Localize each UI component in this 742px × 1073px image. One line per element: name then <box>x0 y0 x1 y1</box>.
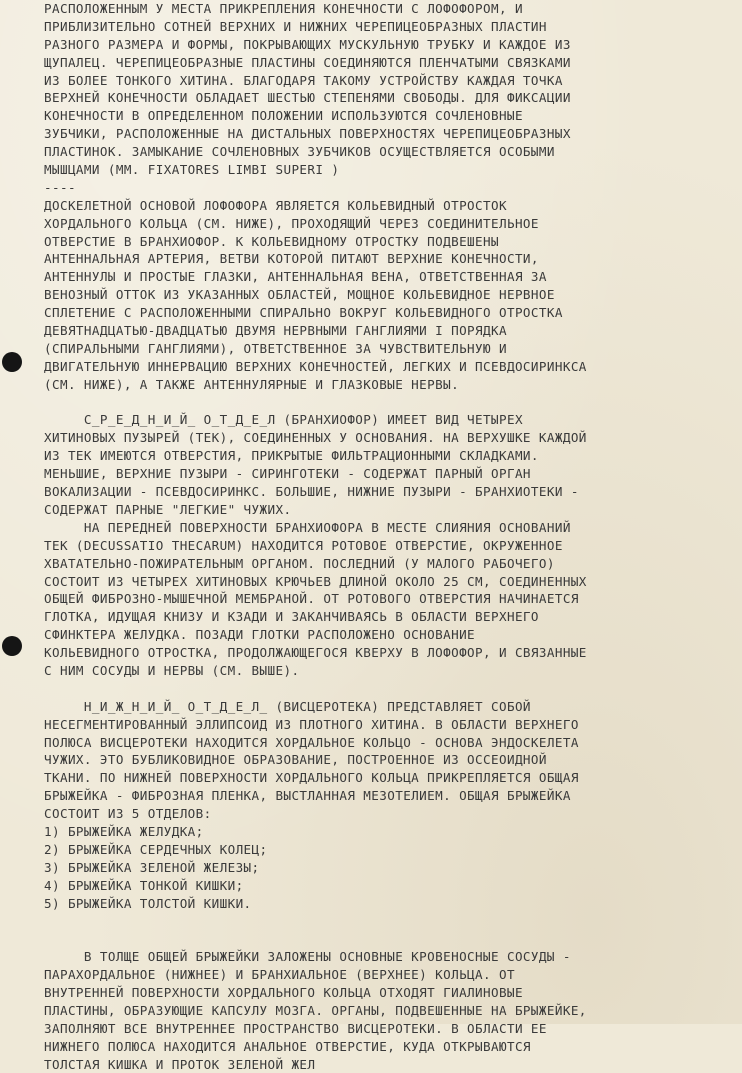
text-line: НА ПЕРЕДНЕЙ ПОВЕРХНОСТИ БРАНХИОФОРА В МЕСТЕ СЛИЯНИЯ ОСНОВАНИЙ <box>44 519 571 535</box>
text-line: ВНУТРЕННЕЙ ПОВЕРХНОСТИ ХОРДАЛЬНОГО КОЛЬЦА ОТХОДЯТ ГИАЛИНОВЫЕ <box>44 984 523 1000</box>
text-line: ВЕРХНЕЙ КОНЕЧНОСТИ ОБЛАДАЕТ ШЕСТЬЮ СТЕПЕНЯМИ СВОБОДЫ. ДЛЯ ФИКСАЦИИ <box>44 90 571 106</box>
text-line: ТОЛСТАЯ КИШКА И ПРОТОК ЗЕЛЕНОЙ ЖЕЛ <box>44 1056 316 1072</box>
blank-line <box>44 912 734 930</box>
text-line: ТЕК (DECUSSATIO THECARUM) НАХОДИТСЯ РОТОВОЕ ОТВЕРСТИЕ, ОКРУЖЕННОЕ <box>44 537 563 553</box>
text-line: ОТВЕРСТИЕ В БРАНХИОФОР. К КОЛЬЕВИДНОМУ ОТРОСТКУ ПОДВЕШЕНЫ <box>44 233 499 249</box>
text-line: ХВАТАТЕЛЬНО-ПОЖИРАТЕЛЬНЫМ ОРГАНОМ. ПОСЛЕДНИЙ (У МАЛОГО РАБОЧЕГО) <box>44 555 555 571</box>
typewritten-text-body <box>44 0 734 1073</box>
text-line: ---- <box>44 179 76 195</box>
text-line: 2) БРЫЖЕЙКА СЕРДЕЧНЫХ КОЛЕЦ; <box>44 841 268 857</box>
text-line: Н_И_Ж_Н_И_Й_ О_Т_Д_Е_Л_ (ВИСЦЕРОТЕКА) ПРЕДСТАВЛЯЕТ СОБОЙ <box>44 698 531 714</box>
text-line: ЗАПОЛНЯЮТ ВСЕ ВНУТРЕННЕЕ ПРОСТРАНСТВО ВИСЦЕРОТЕКИ. В ОБЛАСТИ ЕЕ <box>44 1020 547 1036</box>
text-line: ДЕВЯТНАДЦАТЬЮ-ДВАДЦАТЬЮ ДВУМЯ НЕРВНЫМИ ГАНГЛИЯМИ I ПОРЯДКА <box>44 323 507 339</box>
text-line: СОСТОИТ ИЗ ЧЕТЫРЕХ ХИТИНОВЫХ КРЮЧЬЕВ ДЛИНОЙ ОКОЛО 25 СМ, СОЕДИНЕННЫХ <box>44 573 587 589</box>
text-line: АНТЕННАЛЬНАЯ АРТЕРИЯ, ВЕТВИ КОТОРОЙ ПИТАЮТ ВЕРХНИЕ КОНЕЧНОСТИ, <box>44 251 539 267</box>
text-line: ТКАНИ. ПО НИЖНЕЙ ПОВЕРХНОСТИ ХОРДАЛЬНОГО КОЛЬЦА ПРИКРЕПЛЯЕТСЯ ОБЩАЯ <box>44 770 579 786</box>
text-line: ОБЩЕЙ ФИБРОЗНО-МЫШЕЧНОЙ МЕМБРАНОЙ. ОТ РОТОВОГО ОТВЕРСТИЯ НАЧИНАЕТСЯ <box>44 591 579 607</box>
text-line: ПРИБЛИЗИТЕЛЬНО СОТНЕЙ ВЕРХНИХ И НИЖНИХ ЧЕРЕПИЦЕОБРАЗНЫХ ПЛАСТИН <box>44 18 547 34</box>
text-line: СПЛЕТЕНИЕ С РАСПОЛОЖЕННЫМИ СПИРАЛЬНО ВОКРУГ КОЛЬЕВИДНОГО ОТРОСТКА <box>44 305 563 321</box>
text-line: МЫШЦАМИ (MM. FIXATORES LIMBI SUPERI ) <box>44 162 340 178</box>
text-line: ВЕНОЗНЫЙ ОТТОК ИЗ УКАЗАННЫХ ОБЛАСТЕЙ, МОЩНОЕ КОЛЬЕВИДНОЕ НЕРВНОЕ <box>44 287 555 303</box>
text-line: АНТЕННУЛЫ И ПРОСТЫЕ ГЛАЗКИ, АНТЕННАЛЬНАЯ ВЕНА, ОТВЕТСТВЕННАЯ ЗА <box>44 269 547 285</box>
text-line: КОЛЬЕВИДНОГО ОТРОСТКА, ПРОДОЛЖАЮЩЕГОСЯ КВЕРХУ В ЛОФОФОР, И СВЯЗАННЫЕ <box>44 645 587 661</box>
text-line: (СПИРАЛЬНЫМИ ГАНГЛИЯМИ), ОТВЕТСТВЕННОЕ ЗА ЧУВСТВИТЕЛЬНУЮ И <box>44 340 507 356</box>
text-line: (СМ. НИЖЕ), А ТАКЖЕ АНТЕННУЛЯРНЫЕ И ГЛАЗКОВЫЕ НЕРВЫ. <box>44 376 460 392</box>
blank-line <box>44 394 734 412</box>
punch-hole-upper <box>2 352 22 372</box>
text-line: МЕНЬШИЕ, ВЕРХНИЕ ПУЗЫРИ - СИРИНГОТЕКИ - СОДЕРЖАТ ПАРНЫЙ ОРГАН <box>44 466 531 482</box>
text-line: ПЛАСТИНОК. ЗАМЫКАНИЕ СОЧЛЕНОВНЫХ ЗУБЧИКОВ ОСУЩЕСТВЛЯЕТСЯ ОСОБЫМИ <box>44 144 555 160</box>
text-line: С_Р_Е_Д_Н_И_Й_ О_Т_Д_Е_Л (БРАНХИОФОР) ИМЕЕТ ВИД ЧЕТЫРЕХ <box>44 412 523 428</box>
text-line: БРЫЖЕЙКА - ФИБРОЗНАЯ ПЛЕНКА, ВЫСТЛАННАЯ МЕЗОТЕЛИЕМ. ОБЩАЯ БРЫЖЕЙКА <box>44 788 571 804</box>
text-line: В ТОЛЩЕ ОБЩЕЙ БРЫЖЕЙКИ ЗАЛОЖЕНЫ ОСНОВНЫЕ КРОВЕНОСНЫЕ СОСУДЫ - <box>44 949 571 965</box>
text-line: 4) БРЫЖЕЙКА ТОНКОЙ КИШКИ; <box>44 877 244 893</box>
text-line: СОСТОИТ ИЗ 5 ОТДЕЛОВ: <box>44 806 212 822</box>
text-line: ПЛАСТИНЫ, ОБРАЗУЮЩИЕ КАПСУЛУ МОЗГА. ОРГАНЫ, ПОДВЕШЕННЫЕ НА БРЫЖЕЙКЕ, <box>44 1002 587 1018</box>
text-line: 5) БРЫЖЕЙКА ТОЛСТОЙ КИШКИ. <box>44 895 252 911</box>
text-line: 3) БРЫЖЕЙКА ЗЕЛЕНОЙ ЖЕЛЕЗЫ; <box>44 859 260 875</box>
text-line: 1) БРЫЖЕЙКА ЖЕЛУДКА; <box>44 823 204 839</box>
text-line: ЗУБЧИКИ, РАСПОЛОЖЕННЫЕ НА ДИСТАЛЬНЫХ ПОВЕРХНОСТЯХ ЧЕРЕПИЦЕОБРАЗНЫХ <box>44 126 571 142</box>
text-line: ИЗ БОЛЕЕ ТОНКОГО ХИТИНА. БЛАГОДАРЯ ТАКОМУ УСТРОЙСТВУ КАЖДАЯ ТОЧКА <box>44 72 563 88</box>
text-line: РАЗНОГО РАЗМЕРА И ФОРМЫ, ПОКРЫВАЮЩИХ МУСКУЛЬНУЮ ТРУБКУ И КАЖДОЕ ИЗ <box>44 36 571 52</box>
blank-line <box>44 930 734 948</box>
text-line: РАСПОЛОЖЕННЫМ У МЕСТА ПРИКРЕПЛЕНИЯ КОНЕЧНОСТИ С ЛОФОФОРОМ, И <box>44 1 523 16</box>
text-line: С НИМ СОСУДЫ И НЕРВЫ (СМ. ВЫШЕ). <box>44 662 300 678</box>
text-line: НИЖНЕГО ПОЛЮСА НАХОДИТСЯ АНАЛЬНОЕ ОТВЕРСТИЕ, КУДА ОТКРЫВАЮТСЯ <box>44 1038 531 1054</box>
text-line: ВОКАЛИЗАЦИИ - ПСЕВДОСИРИНКС. БОЛЬШИЕ, НИЖНИЕ ПУЗЫРИ - БРАНХИОТЕКИ - <box>44 484 579 500</box>
text-line: ПАРАХОРДАЛЬНОЕ (НИЖНЕЕ) И БРАНХИАЛЬНОЕ (ВЕРХНЕЕ) КОЛЬЦА. ОТ <box>44 967 515 983</box>
text-line: ЩУПАЛЕЦ. ЧЕРЕПИЦЕОБРАЗНЫЕ ПЛАСТИНЫ СОЕДИНЯЮТСЯ ПЛЕНЧАТЫМИ СВЯЗКАМИ <box>44 54 571 70</box>
text-line: ДВИГАТЕЛЬНУЮ ИННЕРВАЦИЮ ВЕРХНИХ КОНЕЧНОСТЕЙ, ЛЕГКИХ И ПСЕВДОСИРИНКСА <box>44 358 587 374</box>
text-line: ХИТИНОВЫХ ПУЗЫРЕЙ (ТЕК), СОЕДИНЕННЫХ У ОСНОВАНИЯ. НА ВЕРХУШКЕ КАЖДОЙ <box>44 430 587 446</box>
text-line: КОНЕЧНОСТИ В ОПРЕДЕЛЕННОМ ПОЛОЖЕНИИ ИСПОЛЬЗУЮТСЯ СОЧЛЕНОВНЫЕ <box>44 108 523 124</box>
text-line: НЕСЕГМЕНТИРОВАННЫЙ ЭЛЛИПСОИД ИЗ ПЛОТНОГО ХИТИНА. В ОБЛАСТИ ВЕРХНЕГО <box>44 716 579 732</box>
blank-line <box>44 680 734 698</box>
text-line: ИЗ ТЕК ИМЕЮТСЯ ОТВЕРСТИЯ, ПРИКРЫТЫЕ ФИЛЬТРАЦИОННЫМИ СКЛАДКАМИ. <box>44 448 539 464</box>
text-line: ДОСКЕЛЕТНОЙ ОСНОВОЙ ЛОФОФОРА ЯВЛЯЕТСЯ КОЛЬЕВИДНЫЙ ОТРОСТОК <box>44 197 507 213</box>
text-line: ПОЛЮСА ВИСЦЕРОТЕКИ НАХОДИТСЯ ХОРДАЛЬНОЕ КОЛЬЦО - ОСНОВА ЭНДОСКЕЛЕТА <box>44 734 579 750</box>
text-line: СФИНКТЕРА ЖЕЛУДКА. ПОЗАДИ ГЛОТКИ РАСПОЛОЖЕНО ОСНОВАНИЕ <box>44 627 476 643</box>
punch-hole-lower <box>2 636 22 656</box>
text-line: ГЛОТКА, ИДУЩАЯ КНИЗУ И КЗАДИ И ЗАКАНЧИВАЯСЬ В ОБЛАСТИ ВЕРХНЕГО <box>44 609 539 625</box>
text-line: ХОРДАЛЬНОГО КОЛЬЦА (СМ. НИЖЕ), ПРОХОДЯЩИЙ ЧЕРЕЗ СОЕДИНИТЕЛЬНОЕ <box>44 215 539 231</box>
text-line: СОДЕРЖАТ ПАРНЫЕ "ЛЕГКИЕ" ЧУЖИХ. <box>44 501 292 517</box>
text-line: ЧУЖИХ. ЭТО БУБЛИКОВИДНОЕ ОБРАЗОВАНИЕ, ПОСТРОЕННОЕ ИЗ ОССЕОИДНОЙ <box>44 752 547 768</box>
